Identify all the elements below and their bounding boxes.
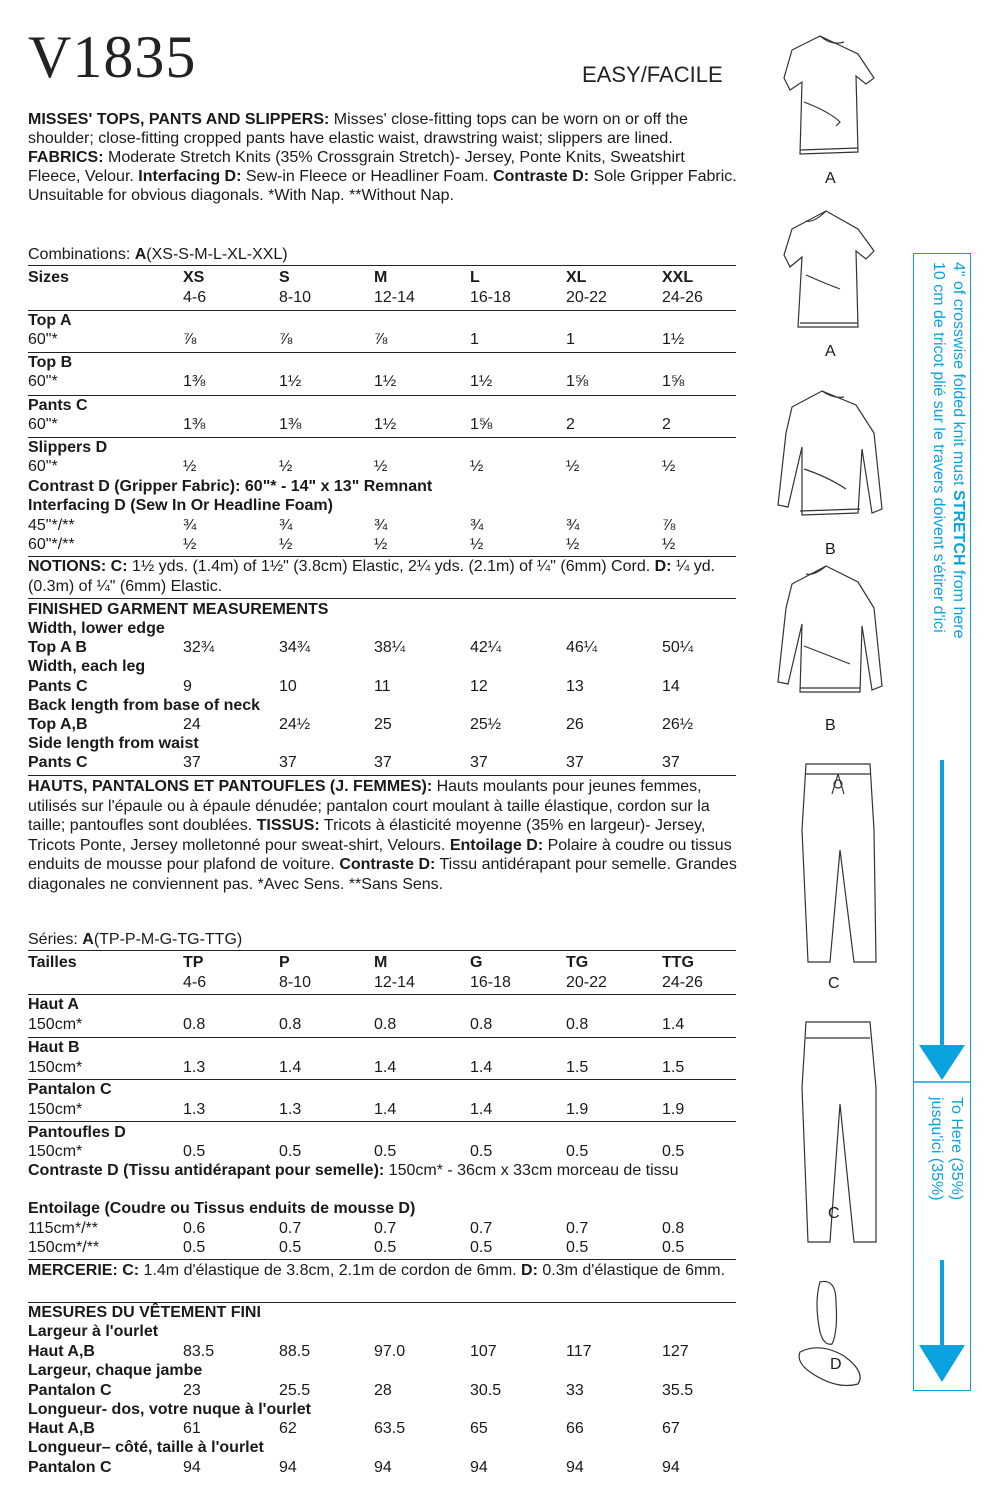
sketch-label-c: C [828,1205,840,1222]
table-cell: 24-26 [662,974,703,991]
row-label: 115cm*/** [28,1220,98,1237]
row-label: Top A [28,312,72,329]
pants-c-front-sketch [802,764,876,962]
table-cell: 24-26 [662,289,703,306]
table-cell: ½ [662,536,676,553]
row-label: Haut A,B [28,1343,95,1360]
row-label: Interfacing D (Sew In Or Headline Foam) [28,497,333,514]
top-b-front-sketch [778,391,882,515]
table-cell: 0.7 [279,1220,302,1237]
table-cell: ⅞ [183,331,197,348]
table-cell: 24½ [279,716,311,733]
desc-body: Misses' close-fitting tops can be worn on or off the shoulder; close-fitting cropped pants have elastic waist, drawstring waist; slippers are lined. [28,111,688,147]
divider [28,1037,736,1038]
table-cell: 12-14 [374,289,415,306]
table-cell: 1.4 [374,1101,397,1118]
table-cell: XS [183,269,205,286]
row-label: MESURES DU VÊTEMENT FINI [28,1304,261,1321]
table-cell: 0.5 [279,1239,302,1256]
row-label: Tailles [28,954,77,971]
table-cell: 23 [183,1382,201,1399]
row-label: Contrast D (Gripper Fabric): 60"* - 14" x 13" Remnant [28,478,433,495]
table-cell: TTG [662,954,694,971]
row-label: Pantalon C [28,1459,112,1476]
fr-contrast-label: Contraste D: [339,856,436,873]
fr-combinations-sizes: (TP-P-M-G-TG-TTG) [93,931,243,948]
row-label: Slippers D [28,439,108,456]
contrast-line: Contraste D (Tissu antidérapant pour semelle): 150cm* - 36cm x 33cm morceau de tissu [28,1162,679,1179]
table-cell: ⅞ [662,517,676,534]
table-cell: 34¾ [279,639,311,656]
table-cell: 38¼ [374,639,406,656]
table-cell: 94 [470,1459,488,1476]
french-description [28,777,740,894]
table-cell: ¾ [470,517,484,534]
table-cell: 2 [566,416,575,433]
table-cell: 1⅜ [183,373,206,390]
fr-combinations-line [28,931,242,949]
table-cell: 37 [470,754,488,771]
table-cell: 0.5 [470,1143,493,1160]
table-cell: 37 [566,754,584,771]
divider [28,310,736,311]
table-cell: ¾ [279,517,293,534]
row-label: Pantalon C [28,1081,112,1098]
divider [28,265,736,266]
row-label: FINISHED GARMENT MEASUREMENTS [28,601,329,618]
table-cell: 26 [566,716,584,733]
table-cell: 1 [470,331,479,348]
table-cell: TG [566,954,589,971]
difficulty-label: EASY/FACILE [582,62,723,87]
row-label: Top B [28,354,73,371]
table-cell: 25 [374,716,392,733]
table-cell: TP [183,954,204,971]
sketch-label-c: C [828,975,840,992]
desc-title: MISSES' TOPS, PANTS AND SLIPPERS: [28,111,330,128]
row-label: Longueur– côté, taille à l'ourlet [28,1439,264,1456]
row-label: Pants C [28,754,88,771]
table-cell: 16-18 [470,974,511,991]
table-cell: 9 [183,678,192,695]
table-cell: 0.8 [374,1016,397,1033]
fr-combinations-letter: A [82,931,94,948]
combinations-sizes: (XS-S-M-L-XL-XXL) [146,246,288,263]
fr-fabrics-body: Tricots à élasticité moyenne (35% en largeur)- Jersey, Tricots Ponte, Jersey molletonné pour sweat-shirt, Velours. [28,817,706,854]
table-cell: 61 [183,1420,201,1437]
table-cell: ½ [183,536,197,553]
table-cell: 1½ [470,373,493,390]
row-label: Haut A [28,996,79,1013]
notions: NOTIONS: C: 1½ yds. (1.4m) of 1½" (3.8cm) Elastic, 2¼ yds. (2.1m) of ¼" (6mm) Cord. D: ¼ yd. (0.3m) of ¼" (6mm) Elastic. [28,558,716,595]
table-cell: 0.5 [470,1239,493,1256]
table-cell: 37 [183,754,201,771]
table-cell: 14 [662,678,680,695]
combinations-label: Combinations: [28,246,135,263]
divider [28,1121,736,1122]
table-cell: 4-6 [183,289,207,306]
divider [28,1079,736,1080]
table-cell: 28 [374,1382,392,1399]
pants-slipper-sketches [780,750,890,1400]
table-cell: 32¾ [183,639,215,656]
table-cell: 0.8 [279,1016,302,1033]
row-label: Pantalon C [28,1382,112,1399]
row-label: 150cm* [28,1143,83,1160]
sketch-label-d: D [830,1356,842,1373]
row-label: Width, each leg [28,658,146,675]
divider [28,775,736,776]
row-label: Longueur- dos, votre nuque à l'ourlet [28,1401,311,1418]
combinations-line [28,246,288,264]
row-label: Largeur, chaque jambe [28,1362,203,1379]
table-cell: 30.5 [470,1382,502,1399]
sketch-label-b: B [825,541,836,558]
row-label: 60"* [28,331,58,348]
table-cell: ½ [470,458,484,475]
table-cell: XXL [662,269,694,286]
table-cell: ½ [374,536,388,553]
table-cell: 107 [470,1343,497,1360]
table-cell: 0.5 [183,1239,206,1256]
fabrics-label: FABRICS: [28,149,104,166]
pattern-number: V1835 [28,24,197,90]
fr-desc-body: Hauts moulants pour jeunes femmes, utilisés sur l'épaule ou à épaule dénudée; pantalon court moulant à taille élastique, cordon sur la taille; pantoufles sont doublées. [28,778,710,834]
fr-fabrics-label: TISSUS: [256,817,320,834]
table-cell: 1.4 [470,1059,493,1076]
table-cell: 1⅝ [566,373,589,390]
divider [28,1259,736,1260]
table-cell: 1⅝ [470,416,493,433]
table-cell: 0.8 [470,1016,493,1033]
table-cell: 0.5 [279,1143,302,1160]
contrast-label: Contraste D: [493,168,590,185]
english-description [28,110,740,205]
table-cell: 2 [662,416,671,433]
table-cell: 63.5 [374,1420,406,1437]
table-cell: 0.7 [470,1220,493,1237]
table-cell: P [279,954,290,971]
table-cell: 94 [374,1459,392,1476]
table-cell: 1⅜ [279,416,302,433]
table-cell: 16-18 [470,289,511,306]
row-label: 150cm* [28,1101,83,1118]
sketch-label-a: A [825,343,836,360]
row-label: 60"* [28,416,58,433]
interfacing-body: Sew-in Fleece or Headliner Foam. [241,168,494,185]
fabrics-body: Moderate Stretch Knits (35% Crossgrain Stretch)- Jersey, Ponte Knits, Sweatshirt Fleece, Velour. [28,149,685,185]
stretch-arrow [913,760,971,1390]
row-label: 60"* [28,373,58,390]
divider [28,395,736,396]
table-cell: 97.0 [374,1343,406,1360]
table-cell: 1.9 [566,1101,589,1118]
row-label: 150cm*/** [28,1239,100,1256]
table-cell: 0.8 [183,1016,206,1033]
table-cell: 25½ [470,716,502,733]
table-cell: 67 [662,1420,680,1437]
table-cell: 12 [470,678,488,695]
table-cell: G [470,954,483,971]
row-label: Pants C [28,397,88,414]
table-cell: 117 [566,1343,592,1360]
table-cell: 0.5 [662,1143,685,1160]
table-cell: 37 [662,754,680,771]
top-b-back-sketch [778,566,882,692]
table-cell: 4-6 [183,974,207,991]
row-label: 60"*/** [28,536,75,553]
table-cell: 83.5 [183,1343,215,1360]
table-cell: 24 [183,716,201,733]
table-cell: ½ [566,536,580,553]
table-cell: 94 [279,1459,297,1476]
stretch-gauge-line1: 4" of crosswise folded knit must STRETCH from here [950,262,967,639]
top-a-front-sketch [784,36,874,154]
garment-sketches [770,22,895,742]
table-cell: 25.5 [279,1382,311,1399]
table-cell: 46¼ [566,639,598,656]
row-label: Back length from base of neck [28,697,261,714]
table-cell: 94 [662,1459,680,1476]
interfacing-label: Interfacing D: [138,168,242,185]
divider [28,994,736,995]
table-cell: 8-10 [279,289,312,306]
mercerie: MERCERIE: C: 1.4m d'élastique de 3.8cm, 2.1m de cordon de 6mm. D: 0.3m d'élastique de 6mm. [28,1262,726,1279]
table-cell: 50¼ [662,639,694,656]
table-cell: 0.7 [566,1220,589,1237]
table-cell: 0.8 [566,1016,589,1033]
table-cell: 1.3 [279,1101,302,1118]
divider [28,598,736,599]
row-label: Side length from waist [28,735,199,752]
table-cell: 1.4 [470,1101,493,1118]
table-cell: 65 [470,1420,488,1437]
table-cell: 0.6 [183,1220,206,1237]
table-cell: 1.3 [183,1059,206,1076]
table-cell: 94 [566,1459,584,1476]
table-cell: 0.5 [374,1143,397,1160]
table-cell: 127 [662,1343,689,1360]
combinations-letter: A [134,246,147,263]
table-cell: ¾ [183,517,197,534]
table-cell: 33 [566,1382,584,1399]
table-cell: 10 [279,678,297,695]
table-cell: M [374,954,388,971]
sketch-label-b: B [825,717,836,734]
table-cell: 0.7 [374,1220,397,1237]
row-label: Entoilage (Coudre ou Tissus enduits de mousse D) [28,1200,416,1217]
fr-interfacing-label: Entoilage D: [449,836,544,854]
table-cell: 0.5 [566,1239,589,1256]
row-label: Largeur à l'ourlet [28,1323,159,1340]
table-cell: 0.5 [374,1239,397,1256]
table-cell: M [374,269,388,286]
to-here-fr: jusqu'ici (35%) [928,1097,945,1201]
table-cell: 1.3 [183,1101,206,1118]
table-cell: 1.5 [566,1059,589,1076]
fr-combinations-label: Séries: [28,931,83,948]
row-label: Top A B [28,639,87,656]
table-cell: 66 [566,1420,584,1437]
divider [28,437,736,438]
table-cell: 62 [279,1420,297,1437]
row-label: Pantoufles D [28,1124,126,1141]
table-cell: 1.4 [279,1059,302,1076]
table-cell: 1½ [374,373,397,390]
fr-contrast-body: Tissu antidérapant pour semelle. Grandes diagonales ne conviennent pas. *Avec Sens. **Sans Sens. [28,856,737,893]
table-cell: 1.4 [374,1059,397,1076]
table-cell: ¾ [374,517,388,534]
table-cell: 0.5 [183,1143,206,1160]
table-cell: ⅞ [374,331,388,348]
table-cell: 88.5 [279,1343,311,1360]
table-cell: 20-22 [566,289,607,306]
table-cell: ½ [279,536,293,553]
table-cell: 0.8 [662,1220,685,1237]
divider [28,352,736,353]
divider [28,950,736,951]
table-cell: 8-10 [279,974,312,991]
table-cell: ⅞ [279,331,293,348]
top-a-back-sketch [784,211,874,327]
table-cell: 12-14 [374,974,415,991]
row-label: Pants C [28,678,88,695]
row-label: Width, lower edge [28,620,165,637]
table-cell: 20-22 [566,974,607,991]
table-cell: L [470,269,480,286]
table-cell: ½ [374,458,388,475]
table-cell: ½ [279,458,293,475]
table-cell: 42¼ [470,639,502,656]
row-label: Haut A,B [28,1420,95,1437]
table-cell: 1 [566,331,575,348]
table-cell: ½ [183,458,197,475]
fr-desc-title: HAUTS, PANTALONS ET PANTOUFLES (J. FEMMES): [28,778,433,795]
table-cell: 35.5 [662,1382,694,1399]
table-cell: ½ [662,458,676,475]
table-cell: ½ [566,458,580,475]
table-cell: 1.9 [662,1101,685,1118]
table-cell: 1½ [662,331,685,348]
table-cell: XL [566,269,587,286]
table-cell: ¾ [566,517,580,534]
table-cell: 37 [279,754,297,771]
table-cell: 1.5 [662,1059,685,1076]
row-label: Haut B [28,1039,80,1056]
sketch-label-a: A [825,170,836,187]
to-here-en: To Here (35%) [948,1097,965,1201]
table-cell: 0.5 [662,1239,685,1256]
table-cell: 37 [374,754,392,771]
fr-interfacing-body: Polaire à coudre ou tissus enduits de mousse pour plafond de voiture. [28,836,732,873]
row-label: 150cm* [28,1059,83,1076]
row-label: 60"* [28,458,58,475]
row-label: 150cm* [28,1016,83,1033]
table-cell: 26½ [662,716,694,733]
row-label: Sizes [28,269,69,286]
contrast-body: Sole Gripper Fabric. Unsuitable for obvious diagonals. *With Nap. **Without Nap. [28,168,737,204]
row-label: Top A,B [28,716,88,733]
table-cell: 1⅜ [183,416,206,433]
table-cell: S [279,269,290,286]
table-cell: ½ [470,536,484,553]
table-cell: 1½ [279,373,302,390]
table-cell: 11 [374,678,391,695]
table-cell: 94 [183,1459,201,1476]
table-cell: 0.5 [566,1143,589,1160]
table-cell: 1.4 [662,1016,685,1033]
stretch-gauge-line2: 10 cm de tricot plié sur le travers doivent s'étirer d'ici [930,262,947,633]
table-cell: 13 [566,678,584,695]
table-cell: 1½ [374,416,397,433]
table-cell: 1⅝ [662,373,685,390]
row-label: 45"*/** [28,517,75,534]
